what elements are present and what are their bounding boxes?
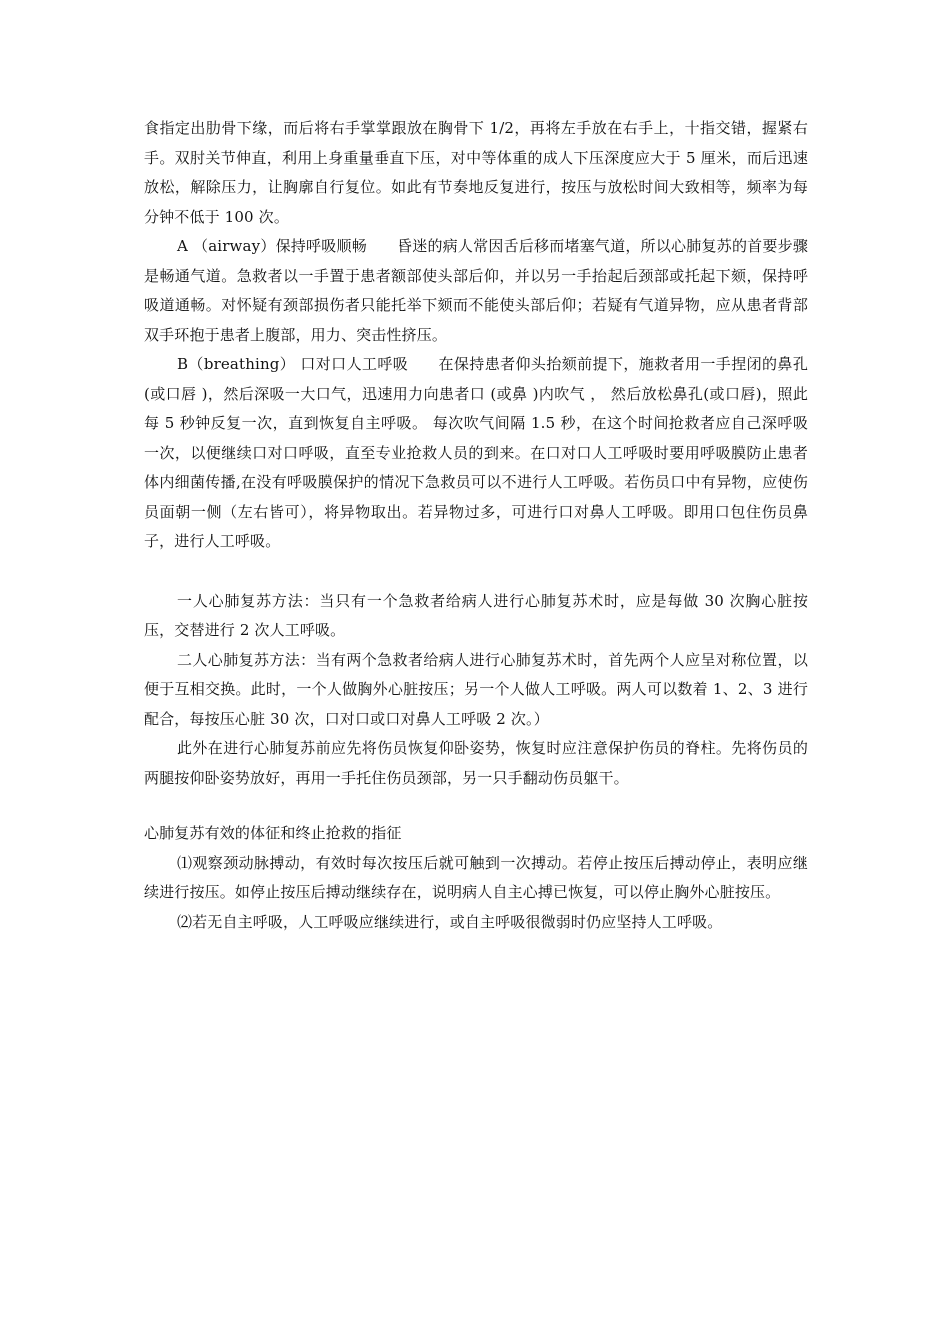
document-body [144, 114, 808, 937]
paragraph-supine-position: 此外在进行心肺复苏前应先将伤员恢复仰卧姿势，恢复时应注意保护伤员的脊柱。先将伤员的两腿按仰卧姿势放好，再用一手托住伤员颈部，另一只手翻动伤员躯干。 [144, 739, 808, 787]
breathing-heading: B（breathing） 口对口人工呼吸 [177, 355, 409, 373]
breathing-text: 在保持患者仰头抬颏前提下，施救者用一手捏闭的鼻孔 (或口唇 )，然后深吸一大口气，迅速用力向患者口 (或鼻 )内吹气 ， 然后放松鼻孔(或口唇)，照此每 5 秒钟反复一次，直到恢复自主呼吸。 每次吹气间隔 1.5 秒，在这个时间抢救者应自己深呼吸一次，以便继续口对口呼吸，直至专业抢救人员的到来。在口对口人工呼吸时要用呼吸膜防止患者体内细菌传播,在没有呼吸膜保护的情况下急救员可以不进行人工呼吸。若伤员口中有异物，应使伤员面朝一侧（左右皆可），将异物取出。若异物过多，可进行口对鼻人工呼吸。即用口包住伤员鼻子，进行人工呼吸。 [144, 355, 808, 550]
paragraph-chest-compression: 食指定出肋骨下缘，而后将右手掌掌跟放在胸骨下 1/2，再将左手放在右手上，十指交错，握紧右手。双肘关节伸直，利用上身重量垂直下压，对中等体重的成人下压深度应大于 5 厘米，而后迅速放松，解除压力，让胸廓自行复位。如此有节奏地反复进行，按压与放松时间大致相等，频率为每分钟不低于 100 次。 [144, 119, 808, 226]
paragraph-airway [144, 232, 808, 350]
section-heading: 心肺复苏有效的体征和终止抢救的指征 [144, 824, 402, 842]
paragraph-one-person-cpr: 一人心肺复苏方法：当只有一个急救者给病人进行心肺复苏术时，应是每做 30 次胸心脏按压，交替进行 2 次人工呼吸。 [144, 591, 808, 639]
paragraph-sign-2: ⑵若无自主呼吸，人工呼吸应继续进行，或自主呼吸很微弱时仍应坚持人工呼吸。 [177, 912, 723, 931]
spacer [144, 557, 808, 587]
airway-text: 昏迷的病人常因舌后移而堵塞气道，所以心肺复苏的首要步骤是畅通气道。急救者以一手置于患者额部使头部后仰，并以另一手抬起后颈部或托起下颏，保持呼吸道通畅。对怀疑有颈部损伤者只能托举下颏而不能使头部后仰；若疑有气道异物，应从患者背部双手环抱于患者上腹部，用力、突击性挤压。 [144, 237, 808, 344]
spacer [144, 793, 808, 819]
paragraph-sign-1: ⑴观察颈动脉搏动，有效时每次按压后就可触到一次搏动。若停止按压后搏动停止，表明应继续进行按压。如停止按压后搏动继续存在，说明病人自主心搏已恢复，可以停止胸外心脏按压。 [144, 853, 808, 901]
airway-heading: A （airway）保持呼吸顺畅 [177, 237, 367, 255]
paragraph-breathing [144, 350, 808, 557]
paragraph-two-person-cpr: 二人心肺复苏方法：当有两个急救者给病人进行心肺复苏术时，首先两个人应呈对称位置，以便于互相交换。此时，一个人做胸外心脏按压；另一个人做人工呼吸。两人可以数着 1、2、3 进行配合，每按压心脏 30 次，口对口或口对鼻人工呼吸 2 次。） [144, 650, 808, 728]
